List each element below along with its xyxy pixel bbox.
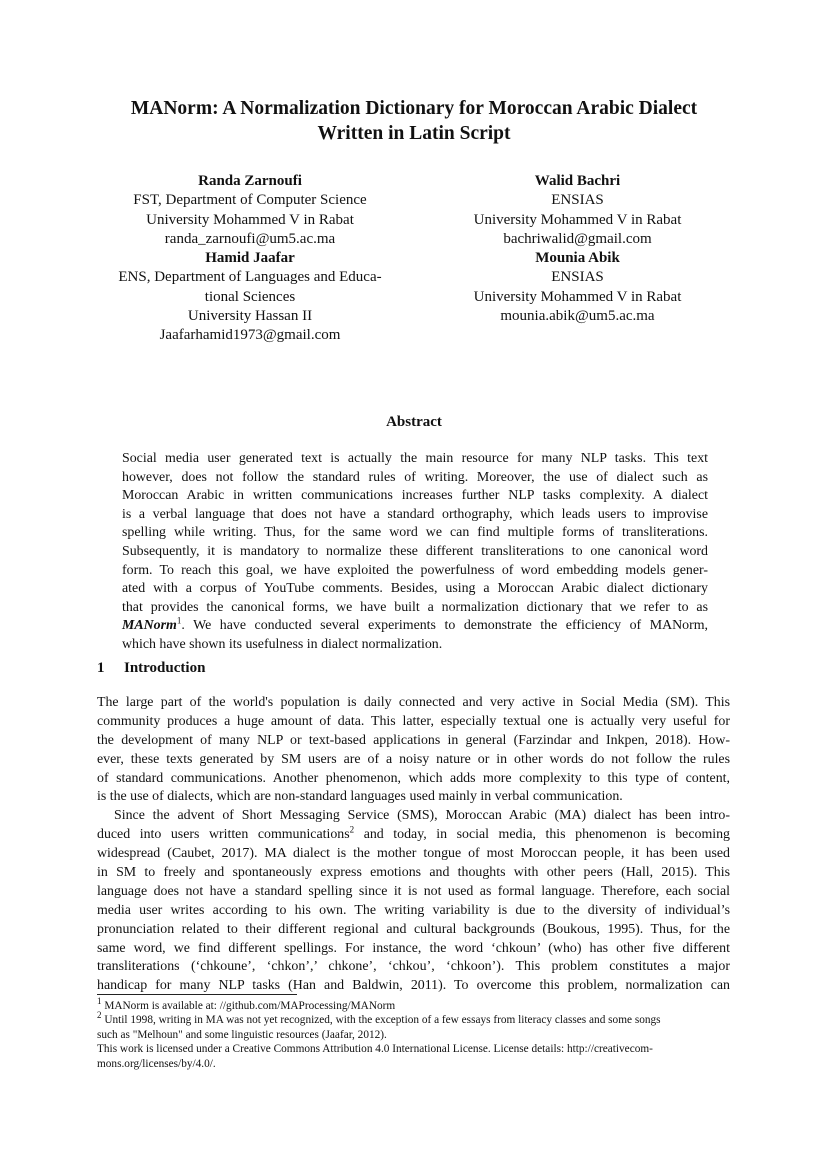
- abstract-line: [122, 617, 708, 636]
- body-line: of standard communications. Another phenomenon, which adds more complexity to this type of content,: [97, 770, 730, 786]
- author-name: Hamid Jaafar: [205, 250, 295, 267]
- author-affiliation: FST, Department of Computer Science: [133, 192, 367, 209]
- manorm-term: MANorm: [122, 618, 177, 634]
- body-line: widespread (Caubet, 2017). MA dialect is the mother tongue of most Moroccan people, it has been used: [97, 846, 730, 862]
- body-line: in SM to freely and spontaneously express emotions and thoughts with other peers (Hall, 2015). This: [97, 865, 730, 881]
- body-text: [97, 694, 730, 996]
- paper-title: [60, 96, 768, 146]
- body-line: ever, these texts generated by SM users are of a noisy nature or in other words do not follow the rules: [97, 751, 730, 767]
- section-number: 1: [97, 660, 105, 676]
- author-affiliation: tional Sciences: [204, 288, 296, 305]
- author-affiliation: ENS, Department of Languages and Educa-: [118, 269, 382, 286]
- body-line: media user writes according to his own. The writing variability is due to the diversity of individual’s: [97, 902, 730, 918]
- body-line: same word, we find different spellings. For instance, the word ‘chkoun’ (who) has other five different: [97, 940, 730, 956]
- abstract-line: form. To reach this goal, we have exploited the powerfulness of word embedding models gener-: [122, 562, 708, 578]
- license-note: This work is licensed under a Creative Commons Attribution 4.0 International License. License details: http://creativecom-: [97, 1043, 653, 1056]
- body-line-text: and today, in social media, this phenomenon is becoming: [354, 827, 730, 843]
- abstract-heading: Abstract: [386, 414, 442, 430]
- abstract-line: ated with a corpus of YouTube comments. Besides, using a Moroccan Arabic dialect dictionary: [122, 581, 708, 597]
- body-line: [97, 826, 730, 845]
- author-affiliation: ENSIAS: [551, 192, 604, 209]
- license-note: mons.org/licenses/by/4.0/.: [97, 1057, 216, 1070]
- abstract-text: [122, 450, 708, 655]
- footnotes: [97, 996, 730, 1071]
- author-email: mounia.abik@um5.ac.ma: [500, 308, 655, 325]
- abstract-line: Moroccan Arabic in written communications increases further NLP tasks complexity. A dialect: [122, 488, 708, 504]
- title-line: Written in Latin Script: [317, 123, 511, 144]
- abstract-line: Social media user generated text is actually the main resource for many NLP tasks. This text: [122, 451, 708, 466]
- body-line: transliterations (‘chkoune’, ‘chkon’,’ chkone’, ‘chkou’, ‘chkoon’). This problem constitutes a major: [97, 959, 730, 975]
- author-name: Mounia Abik: [535, 250, 620, 267]
- body-line: Since the advent of Short Messaging Service (SMS), Moroccan Arabic (MA) dialect has been intro-: [114, 808, 730, 824]
- abstract-line: Subsequently, it is mandatory to normalize these different transliterations to one canonical word: [122, 543, 708, 559]
- section-title: Introduction: [124, 660, 206, 676]
- body-line: language does not have a standard spelling since it is not used as formal language. Therefore, each social: [97, 883, 730, 899]
- body-line: the development of many NLP or text-based applications in general (Farzindar and Inkpen, 2018). How-: [97, 732, 730, 748]
- section-heading: [97, 660, 205, 677]
- body-line: is the use of dialects, which are non-standard languages used mainly in verbal communication.: [97, 789, 623, 805]
- abstract-line: however, does not follow the standard rules of writing. Moreover, the use of dialect such as: [122, 469, 708, 485]
- author-affiliation: University Mohammed V in Rabat: [146, 211, 354, 228]
- author-email: Jaafarhamid1973@gmail.com: [159, 327, 341, 344]
- author-affiliation: University Mohammed V in Rabat: [473, 288, 682, 305]
- author-affiliation: University Hassan II: [187, 308, 313, 325]
- abstract-line: which have shown its usefulness in dialect normalization.: [122, 636, 443, 652]
- footnote-1: [97, 996, 730, 1013]
- footnote-2-cont: such as "Melhoun" and some linguistic resources (Jaafar, 2012).: [97, 1028, 387, 1041]
- author-email: randa_zarnoufi@um5.ac.ma: [164, 230, 336, 247]
- abstract-line: spelling while writing. Thus, for the same word we can find multiple forms of transliterations.: [122, 525, 708, 541]
- author-email: bachriwalid@gmail.com: [503, 230, 652, 247]
- authors-left: [95, 172, 405, 346]
- author-name: Walid Bachri: [534, 173, 621, 189]
- author-name: Randa Zarnoufi: [198, 173, 302, 189]
- footnote-number: 1: [97, 996, 102, 1007]
- abstract-line: that provides the canonical forms, we have built a normalization dictionary that we refer to as: [122, 599, 708, 615]
- author-affiliation: ENSIAS: [551, 269, 604, 286]
- footnote-divider: [97, 994, 297, 995]
- footnote-number: 2: [97, 1010, 102, 1021]
- body-line: community produces a huge amount of data. This latter, especially textual one is actually very useful for: [97, 713, 730, 729]
- title-line: MANorm: A Normalization Dictionary for Moroccan Arabic Dialect: [130, 98, 698, 119]
- footnote-marker: 2: [349, 824, 355, 835]
- footnote-marker: 1: [176, 615, 182, 626]
- author-affiliation: University Mohammed V in Rabat: [473, 211, 682, 228]
- body-line: pronunciation related to their different regional and cultural backgrounds (Boukous, 1995). Thus, for the: [97, 921, 730, 937]
- body-line: The large part of the world's population is daily connected and very active in Social Media (SM). This: [97, 695, 730, 710]
- footnote-text: Until 1998, writing in MA was not yet recognized, with the exception of a few essays from literacy classes and some songs: [101, 1014, 661, 1027]
- body-line-text: duced into users written communications: [97, 827, 350, 843]
- body-line: handicap for many NLP tasks (Han and Baldwin, 2011). To overcome this problem, normalization can: [97, 978, 730, 994]
- footnote-2: [97, 1010, 730, 1027]
- authors-right: [440, 172, 715, 326]
- abstract-line: is a verbal language that does not have a standard orthography, which leads users to improvise: [122, 506, 708, 522]
- abstract-line-text: . We have conducted several experiments to demonstrate the efficiency of MANorm,: [181, 618, 708, 634]
- footnote-text: MANorm is available at: //github.com/MAProcessing/MANorm: [101, 1000, 396, 1012]
